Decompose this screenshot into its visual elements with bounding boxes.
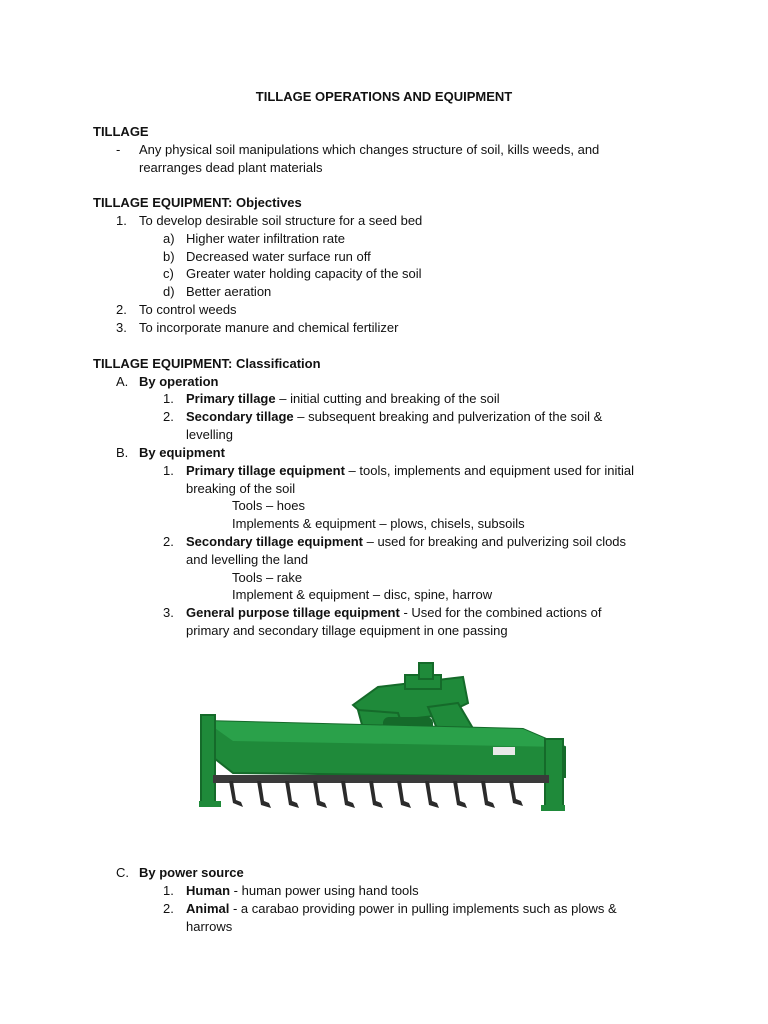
item-text [186,534,626,550]
item-desc: – tools, implements and equipment used for initial [344,463,634,478]
classification-heading-rest: Classification [236,356,321,371]
subitem-text: Better aeration [186,284,272,299]
item-number: 1. [163,883,174,898]
rotary-tiller-image [193,655,577,847]
item-number: 2. [163,901,174,916]
subitem-text: Greater water holding capacity of the soil [186,266,422,281]
item-text [186,883,419,899]
classification-heading [93,356,321,372]
objective-text: To incorporate manure and chemical fertilizer [139,320,399,335]
item-text-cont: and levelling the land [186,552,309,567]
objective-text: To control weeds [139,302,237,317]
classification-heading-bold: TILLAGE EQUIPMENT: [93,356,233,371]
objective-number: 2. [116,302,127,317]
section-letter: C. [116,865,129,880]
item-sub: Implements & equipment – plows, chisels, subsoils [232,516,525,531]
item-term: General purpose tillage equipment [186,605,400,620]
item-desc: – initial cutting and breaking of the soil [275,391,500,406]
item-desc: - human power using hand tools [230,883,419,898]
tillage-definition-line1: Any physical soil manipulations which changes structure of soil, kills weeds, and [139,142,600,157]
item-text [186,901,617,917]
item-text-cont: harrows [186,919,233,934]
subitem-letter: b) [163,249,175,264]
item-text [186,605,601,621]
item-number: 2. [163,409,174,424]
section-label: By equipment [139,445,225,460]
objective-number: 3. [116,320,127,335]
item-number: 2. [163,534,174,549]
item-desc: – subsequent breaking and pulverization of the soil & [293,409,603,424]
page-title: TILLAGE OPERATIONS AND EQUIPMENT [255,89,513,104]
item-text-cont: levelling [186,427,233,442]
tillage-definition-line2: rearranges dead plant materials [139,160,323,175]
item-term: Primary tillage equipment [186,463,345,478]
objectives-heading [93,195,302,211]
item-text [186,391,500,407]
section-letter: B. [116,445,129,460]
subitem-text: Decreased water surface run off [186,249,371,264]
item-sub: Tools – rake [232,570,303,585]
item-sub: Tools – hoes [232,498,305,513]
objective-text: To develop desirable soil structure for a seed bed [139,213,423,228]
objectives-heading-bold: TILLAGE EQUIPMENT: [93,195,233,210]
item-term: Animal [186,901,230,916]
item-term: Secondary tillage equipment [186,534,363,549]
section-label: By operation [139,374,219,389]
section-letter: A. [116,374,129,389]
item-term: Primary tillage [186,391,276,406]
item-text-cont: breaking of the soil [186,481,296,496]
item-desc: – used for breaking and pulverizing soil clods [363,534,627,549]
objective-number: 1. [116,213,127,228]
item-desc: - Used for the combined actions of [399,605,602,620]
item-number: 3. [163,605,174,620]
section-label: By power source [139,865,244,880]
item-number: 1. [163,391,174,406]
subitem-text: Higher water infiltration rate [186,231,345,246]
item-number: 1. [163,463,174,478]
subitem-letter: c) [163,266,174,281]
objectives-heading-rest: Objectives [236,195,302,210]
item-term: Secondary tillage [186,409,294,424]
subitem-letter: d) [163,284,175,299]
item-text-cont: primary and secondary tillage equipment in one passing [186,623,508,638]
item-text [186,409,602,425]
tillage-heading: TILLAGE [93,124,149,139]
item-text [186,463,634,479]
item-desc: - a carabao providing power in pulling implements such as plows & [229,901,617,916]
bullet-dash: - [116,142,121,157]
item-term: Human [186,883,231,898]
subitem-letter: a) [163,231,175,246]
item-sub: Implement & equipment – disc, spine, harrow [232,587,493,602]
